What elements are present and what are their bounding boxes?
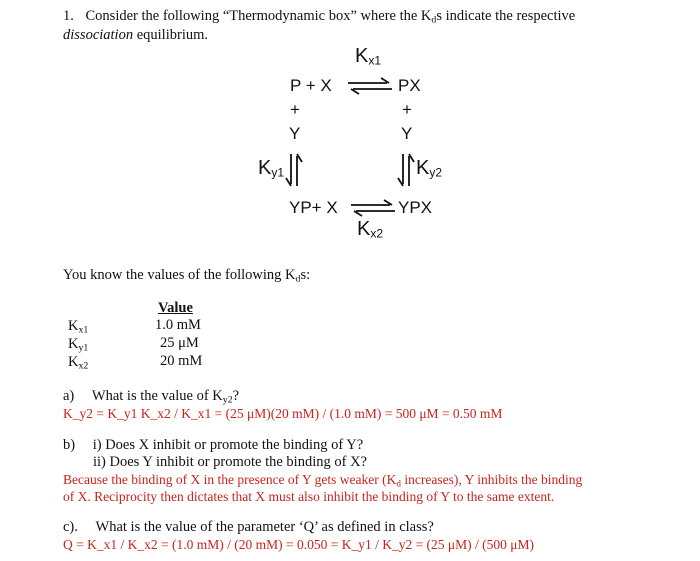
- ky1-label: [258, 157, 284, 180]
- part-a-answer: K_y2 = K_y1 K_x2 / K_x1 = (25 μM)(20 mM) / (1.0 mM) = 500 μM = 0.50 mM: [63, 406, 503, 421]
- kx1-row-label: [68, 318, 88, 335]
- kx1-label: [355, 45, 381, 68]
- known-intro-a: You know the values of the following K: [63, 267, 296, 283]
- part-b-answer-b: increases), Y inhibits the binding: [400, 472, 583, 487]
- question-1-intro: [63, 8, 575, 25]
- ky1-k: K: [258, 157, 272, 179]
- part-a-label: a): [63, 388, 75, 404]
- p-plus-x: P + X: [290, 76, 332, 95]
- equilibrium-arrows-left: [284, 150, 304, 190]
- value-header: Value: [158, 300, 193, 316]
- kx2-sub: x2: [370, 226, 384, 241]
- plus-right: +: [402, 100, 412, 119]
- ky2-k: K: [416, 157, 430, 179]
- row-k: K: [68, 354, 79, 370]
- known-intro-b: s:: [300, 267, 311, 283]
- px-complex: PX: [398, 76, 421, 95]
- kx1-k: K: [355, 45, 369, 67]
- kx2-row-value: 20 mM: [160, 353, 203, 369]
- ky2-sub: y2: [429, 165, 443, 180]
- question-number: 1.: [63, 8, 74, 24]
- row-sub: x2: [78, 360, 89, 372]
- equilibrium-arrows-top: [345, 76, 395, 96]
- part-c-question-text: What is the value of the parameter ‘Q’ as defined in class?: [95, 519, 434, 535]
- row-k: K: [68, 318, 79, 334]
- kx2-label: [357, 218, 383, 241]
- part-a-question-sub: y2: [222, 394, 233, 406]
- ky1-row-label: [68, 336, 88, 353]
- part-a-question: [63, 388, 239, 405]
- known-intro-sub: d: [295, 273, 301, 285]
- plus-left: +: [290, 100, 300, 119]
- part-a-question-mark: ?: [232, 388, 240, 404]
- ky1-row-value: 25 μM: [160, 335, 199, 351]
- part-b-answer-sub: d: [396, 478, 401, 489]
- part-a-question-text: What is the value of K: [91, 388, 223, 404]
- row-sub: x1: [78, 324, 89, 336]
- part-c-question: [63, 519, 434, 536]
- y-left: Y: [289, 124, 301, 143]
- question-intro-sub: d: [431, 14, 437, 26]
- kx2-k: K: [357, 218, 371, 240]
- equilibrium-arrows-bottom: [348, 198, 398, 218]
- kx1-row-value: 1.0 mM: [155, 317, 201, 333]
- part-b-q1: [63, 437, 363, 454]
- part-b-answer-line2: of X. Reciprocity then dictates that X must also inhibit the binding of Y to the same extent.: [63, 489, 555, 504]
- part-c-answer: Q = K_x1 / K_x2 = (1.0 mM) / (20 mM) = 0.050 = K_y1 / K_y2 = (25 μM) / (500 μM): [63, 537, 535, 552]
- yp-plus-x: YP+ X: [289, 198, 338, 217]
- ypx-complex: YPX: [398, 198, 433, 217]
- equilibrium-arrows-right: [396, 150, 416, 190]
- part-b-q2: ii) Does Y inhibit or promote the binding of X?: [93, 454, 367, 470]
- known-values-intro: [63, 267, 310, 284]
- kx2-row-label: [68, 354, 88, 371]
- question-intro-text-b: s indicate the respective: [436, 8, 576, 24]
- dissociation-word: dissociation: [63, 27, 134, 43]
- equilibrium-word: equilibrium.: [133, 27, 209, 43]
- ky2-label: [416, 157, 442, 180]
- question-intro-text: Consider the following “Thermodynamic box” where the K: [85, 8, 432, 24]
- part-b-answer-line1: [63, 472, 582, 488]
- kx1-sub: x1: [368, 53, 382, 68]
- question-1-intro-line2: [63, 27, 208, 44]
- row-k: K: [68, 336, 79, 352]
- part-b-label: b): [63, 437, 76, 453]
- row-sub: y1: [78, 342, 89, 354]
- part-b-answer-a: Because the binding of X in the presence of Y gets weaker (K: [63, 472, 397, 487]
- y-right: Y: [401, 124, 413, 143]
- part-b-q1-text: i) Does X inhibit or promote the binding of Y?: [92, 437, 364, 453]
- ky1-sub: y1: [271, 165, 285, 180]
- part-c-label: c).: [63, 519, 78, 535]
